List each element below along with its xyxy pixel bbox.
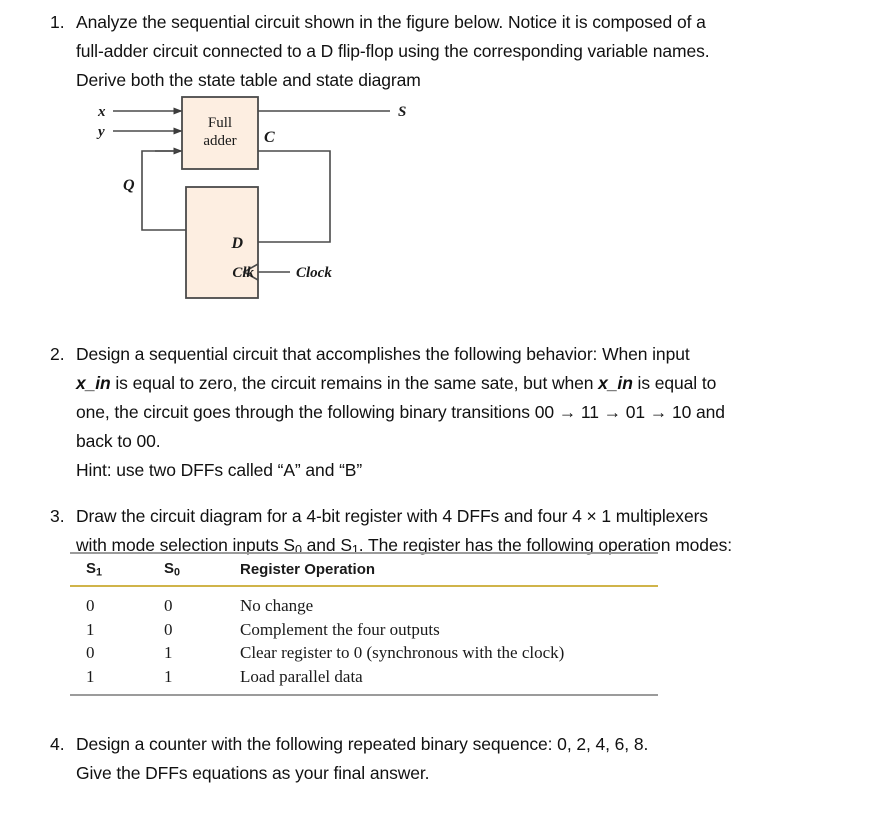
table-row: [70, 618, 658, 642]
cell-s1: 0: [86, 643, 95, 663]
problem-2-line-2-end: is equal to: [632, 373, 717, 393]
column-header-s1: [70, 553, 152, 586]
problem-2: [50, 340, 850, 485]
cell-operation: Complement the four outputs: [240, 619, 440, 639]
column-header-s0: [152, 553, 230, 586]
cell-s1: 1: [86, 619, 95, 639]
carry-to-d-wire: [258, 151, 330, 242]
problem-1-line-2: full-adder circuit connected to a D flip-flop using the corresponding variable names.: [76, 41, 710, 61]
problem-3-line-2-c: . The register has the following operation modes:: [358, 535, 732, 555]
register-operation-table: [70, 552, 658, 696]
problem-4-line-1: Design a counter with the following repeated binary sequence: 0, 2, 4, 6, 8.: [76, 734, 649, 754]
problem-4: [50, 730, 850, 788]
problem-2-line-1: Design a sequential circuit that accomplishes the following behavior: When input: [76, 344, 690, 364]
x-in-term-1: x_in: [76, 373, 111, 393]
label-q: Q: [123, 177, 135, 194]
q-feedback-wire: [142, 151, 186, 230]
problem-1-number: 1.: [50, 12, 65, 32]
label-d: D: [231, 235, 243, 252]
problem-3-line-1: Draw the circuit diagram for a 4-bit register with 4 DFFs and four 4 × 1 multiplexers: [76, 506, 708, 526]
problem-3-line-2-b: and S: [301, 535, 352, 555]
problem-1-line-1: Analyze the sequential circuit shown in the figure below. Notice it is composed of a: [76, 12, 706, 32]
cell-s0: 1: [152, 665, 230, 696]
problem-2-line-4: back to 00.: [76, 431, 161, 451]
label-x: x: [98, 104, 106, 120]
table-header-row: [70, 553, 658, 586]
label-y: y: [98, 124, 105, 140]
cell-s1: 0: [86, 596, 95, 616]
problem-1-body: [76, 8, 850, 95]
full-adder-input-wires: [113, 111, 182, 151]
problem-2-line-3: one, the circuit goes through the following binary transitions 00 → 11 → 01 → 10 and: [76, 402, 725, 422]
column-header-operation: Register Operation: [230, 553, 658, 586]
problem-2-line-2: [76, 369, 850, 398]
x-in-term-2: x_in: [598, 373, 633, 393]
label-clk: Clk: [232, 265, 254, 281]
problem-1: [50, 8, 850, 95]
problem-2-line-5: Hint: use two DFFs called “A” and “B”: [76, 460, 363, 480]
column-header-s0-sub: 0: [174, 566, 181, 579]
table-row: [70, 641, 658, 665]
label-s: S: [398, 104, 407, 120]
table-row: [70, 665, 658, 696]
cell-s0: 1: [164, 643, 173, 663]
problem-4-body: [76, 730, 850, 788]
problem-3-number: 3.: [50, 506, 65, 526]
d-flip-flop-box: [186, 187, 258, 298]
problem-1-line-3: Derive both the state table and state diagram: [76, 70, 421, 90]
problem-2-number: 2.: [50, 344, 65, 364]
problem-4-line-2: Give the DFFs equations as your final answer.: [76, 763, 430, 783]
problem-4-number: 4.: [50, 734, 65, 754]
cell-operation: Load parallel data: [230, 665, 658, 696]
s0-subscript: 0: [294, 542, 302, 557]
column-header-s0-base: S: [164, 560, 175, 577]
full-adder-label-line2: adder: [203, 133, 237, 149]
cell-s0: 0: [164, 619, 173, 639]
problem-2-body: [76, 340, 850, 485]
problem-2-line-2-mid: is equal to zero, the circuit remains in the same sate, but when: [110, 373, 599, 393]
column-header-s1-base: S: [86, 560, 97, 577]
column-header-s1-sub: 1: [96, 566, 103, 579]
cell-operation: No change: [240, 596, 314, 616]
cell-operation: Clear register to 0 (synchronous with the clock): [240, 643, 565, 663]
cell-s1: 1: [70, 665, 152, 696]
sequential-circuit-figure: [60, 90, 480, 320]
s1-subscript: 1: [351, 542, 359, 557]
cell-s0: 0: [164, 596, 173, 616]
label-clock: Clock: [296, 265, 332, 281]
label-c: C: [264, 129, 275, 146]
table-row: [70, 586, 658, 618]
problem-3-line-2-a: with mode selection inputs S: [76, 535, 295, 555]
full-adder-label-line1: Full: [207, 115, 233, 131]
